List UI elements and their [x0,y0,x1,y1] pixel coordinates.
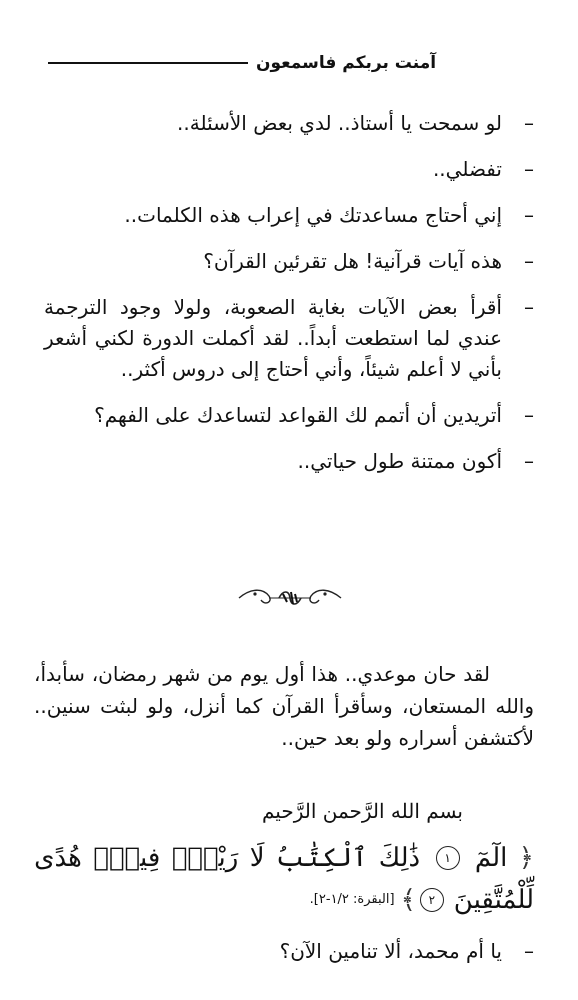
ayah-number-marker: ١ [436,846,460,870]
quran-word: فِيهِۛ [93,843,161,873]
ornament-divider-icon [235,578,345,618]
quran-word: الٓمٓ [474,843,508,873]
dialogue-dash: – [524,449,534,473]
dialogue-line [44,292,534,385]
dialogue-dash: – [524,939,534,963]
header-rule [48,62,248,64]
dialogue-text: إني أحتاج مساعدتك في إعراب هذه الكلمات.. [124,203,502,227]
quran-reference: [البقرة: ١/٢-٢]. [309,892,395,907]
quran-word: لِّلْمُتَّقِينَ [453,885,534,915]
dialogue-dash: – [524,203,534,227]
quran-open-bracket: ﴿ [518,843,534,873]
narrative-paragraph [34,658,534,754]
ayah-number-marker: ٢ [420,888,444,912]
quran-line-2 [34,879,534,921]
quran-close-bracket: ﴾ [400,885,416,915]
basmala: بسم الله الرَّحمن الرَّحيم [261,799,463,823]
narrative-text: لقد حان موعدي.. هذا أول يوم من شهر رمضان، سأبدأ، والله المستعان، وسأقرأ القرآن كما أنزل، ولو لبثت سنين.. لأكتشفن أسراره ولو بعد حين.. [34,662,534,750]
header-title: آمنت بربكم فاسمعون [256,53,437,73]
dialogue-text: يا أم محمد، ألا تنامين الآن؟ [279,939,502,963]
dialogue [44,108,534,492]
dialogue-text: هذه آيات قرآنية! هل تقرئين القرآن؟ [203,249,502,273]
dialogue-text: أقرأ بعض الآيات بغاية الصعوبة، ولولا وجود الترجمة عندي لما استطعت أبداً.. لقد أكملت الدورة لكني أشعر بأني لا أعلم شيئاً، وأني أحتاج إلى دروس أكثر.. [44,295,502,381]
dialogue-dash: – [524,157,534,181]
dialogue-line [44,936,534,967]
dialogue-dash: – [524,111,534,135]
quran-word: ٱلْكِتَٰبُ [275,843,368,873]
dialogue-line [44,246,534,277]
dialogue-text: أتريدين أن أتمم لك القواعد لتساعدك على الفهم؟ [94,403,502,427]
quran-verse [34,837,534,921]
quran-word: ذَٰلِكَ [378,843,421,873]
page-header [48,48,436,78]
dialogue-text: تفضلي.. [432,157,502,181]
dialogue-text: أكون ممتنة طول حياتي.. [297,449,502,473]
quran-word: رَيْبَۛ [171,843,239,873]
dialogue-dash: – [524,295,534,319]
dialogue-line [44,446,534,477]
dialogue-text: لو سمحت يا أستاذ.. لدي بعض الأسئلة.. [177,111,502,135]
dialogue-line [44,108,534,139]
quran-word: هُدًى [34,843,82,873]
dialogue-line [44,400,534,431]
final-dialogue [44,936,534,982]
dialogue-dash: – [524,403,534,427]
dialogue-dash: – [524,249,534,273]
quran-line-1 [34,837,534,879]
dialogue-line [44,200,534,231]
quran-word: لَا [249,843,265,873]
dialogue-line [44,154,534,185]
